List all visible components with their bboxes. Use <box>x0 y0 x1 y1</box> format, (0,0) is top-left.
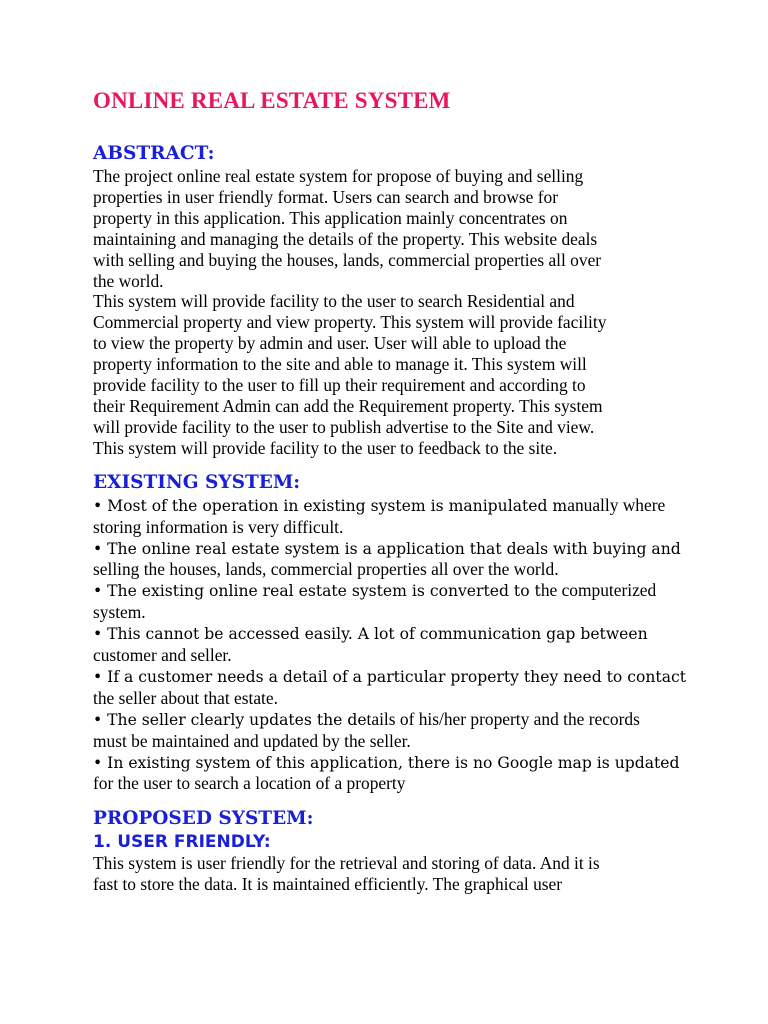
bullet-lead: • In existing system of this application, there is no Google map is updated <box>93 753 680 772</box>
list-item <box>93 538 693 581</box>
abstract-line: property information to the site and able to manage it. This system will <box>93 354 587 375</box>
bullet-continuation: for the user to search a location of a property <box>93 773 406 794</box>
bullet-continuation: must be maintained and updated by the seller. <box>93 730 411 751</box>
abstract-section <box>93 142 693 459</box>
list-item <box>93 580 693 623</box>
bullet-continuation: storing information is very difficult. <box>93 516 344 537</box>
abstract-line: their Requirement Admin can add the Requirement property. This system <box>93 395 603 416</box>
list-item <box>93 495 693 538</box>
bullet-line <box>93 666 693 688</box>
existing-system-heading: EXISTING SYSTEM: <box>93 471 301 493</box>
proposed-system-body <box>93 853 693 895</box>
proposed-line: This system is user friendly for the retrieval and storing of data. And it is <box>93 853 600 874</box>
abstract-heading: ABSTRACT: <box>93 143 215 164</box>
bullet-lead: • The existing online real estate system is converted to t <box>93 582 541 601</box>
existing-system-section <box>93 471 693 795</box>
abstract-body <box>93 166 693 459</box>
bullet-lead: • Most of the operation in existing system is manipulated m <box>93 496 568 515</box>
abstract-line: will provide facility to the user to publish advertise to the Site and view. <box>93 416 595 437</box>
bullet-lead: • This cannot be accessed easily. A lot of communication gap between <box>93 625 648 644</box>
bullet-continuation: customer and seller. <box>93 645 232 666</box>
proposed-system-heading: PROPOSED SYSTEM: <box>93 808 314 830</box>
bullet-lead: • If a customer needs a detail of a particular property they need to contact <box>93 667 686 686</box>
abstract-line: with selling and buying the houses, lands, commercial properties all over <box>93 249 602 270</box>
abstract-line: provide facility to the user to fill up their requirement and according to <box>93 375 586 396</box>
abstract-line: This system will provide facility to the user to feedback to the site. <box>93 437 558 458</box>
list-item <box>93 752 693 795</box>
bullet-line <box>93 495 693 517</box>
user-friendly-subheading: 1. USER FRIENDLY: <box>93 832 271 853</box>
existing-system-list <box>93 495 693 795</box>
proposed-system-section <box>93 807 693 895</box>
document-title: ONLINE REAL ESTATE SYSTEM <box>93 88 451 113</box>
bullet-continuation: the seller about that estate. <box>93 687 278 708</box>
bullet-lead: • The online real estate system is a application that deals with buying and <box>93 539 681 558</box>
abstract-line: properties in user friendly format. Users can search and browse for <box>93 186 559 207</box>
abstract-line: This system will provide facility to the user to search Residential and <box>93 291 575 312</box>
proposed-line: fast to store the data. It is maintained efficiently. The graphical user <box>93 874 563 895</box>
abstract-line: Commercial property and view property. This system will provide facility <box>93 312 607 333</box>
abstract-line: to view the property by admin and user. User will able to upload the <box>93 333 567 354</box>
bullet-line <box>93 538 693 560</box>
bullet-continuation: system. <box>93 602 146 623</box>
bullet-line <box>93 580 693 602</box>
abstract-line: property in this application. This application mainly concentrates on <box>93 207 568 228</box>
bullet-line <box>93 752 693 774</box>
list-item <box>93 709 693 752</box>
document-page <box>93 86 693 895</box>
list-item <box>93 623 693 666</box>
bullet-line <box>93 709 693 731</box>
abstract-line: the world. <box>93 270 164 291</box>
bullet-rest: tails of his/her property and the records <box>366 708 640 729</box>
bullet-line <box>93 623 693 645</box>
bullet-continuation: selling the houses, lands, commercial properties all over the world. <box>93 559 559 580</box>
bullet-rest: anually where <box>567 494 666 515</box>
abstract-line: The project online real estate system for propose of buying and selling <box>93 166 584 186</box>
list-item <box>93 666 693 709</box>
bullet-lead: • The seller clearly updates the de <box>93 710 367 729</box>
bullet-rest: he computerized <box>540 580 657 601</box>
abstract-line: maintaining and managing the details of the property. This website deals <box>93 228 598 249</box>
